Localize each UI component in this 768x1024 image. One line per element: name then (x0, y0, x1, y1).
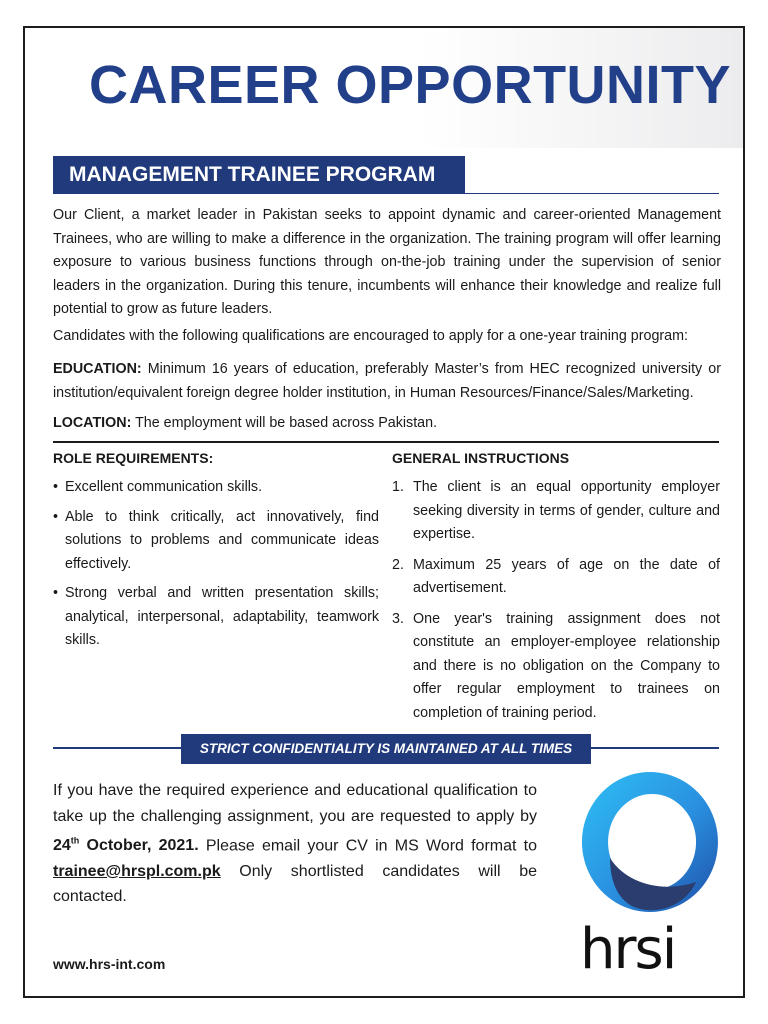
apply-text-after: Only shortlisted candidates will be contacted. (53, 862, 537, 906)
section-title: MANAGEMENT TRAINEE PROGRAM (53, 156, 465, 194)
confidentiality-rule-left (53, 747, 181, 749)
candidates-paragraph: Candidates with the following qualifications are encouraged to apply for a one-year training program: (53, 328, 688, 344)
item-text: Maximum 25 years of age on the date of advertisement. (413, 556, 720, 596)
apply-paragraph (53, 778, 537, 910)
education-label: EDUCATION: (53, 361, 142, 377)
email-link[interactable]: trainee@hrspl.com.pk (53, 862, 221, 880)
logo-wordmark-text: hrsi (580, 918, 676, 974)
general-instructions-list (392, 476, 720, 732)
item-number: 1. (392, 479, 404, 495)
role-requirements-heading: ROLE REQUIREMENTS: (53, 450, 214, 466)
role-requirements-list (53, 476, 379, 659)
apply-text-before: If you have the required experience and educational qualification to take up the challenging assignment, you are requested to apply by (53, 782, 537, 825)
website-link[interactable]: www.hrs-int.com (53, 956, 166, 972)
deadline-date (53, 837, 199, 854)
list-item: • Able to think critically, act innovatively, find solutions to problems and communicate ideas effectively. (53, 506, 379, 577)
list-item (392, 608, 720, 726)
deadline-day-suffix: th (70, 836, 80, 846)
location-paragraph (53, 412, 721, 436)
page-title: CAREER OPPORTUNITY (89, 55, 732, 115)
item-text: The client is an equal opportunity employer seeking diversity in terms of gender, culture and expertise. (413, 479, 720, 542)
general-instructions-heading: GENERAL INSTRUCTIONS (392, 450, 570, 466)
confidentiality-banner: STRICT CONFIDENTIALITY IS MAINTAINED AT ALL TIMES (181, 734, 591, 764)
divider (53, 441, 719, 443)
hrsi-wordmark (580, 918, 720, 974)
location-label: LOCATION: (53, 415, 132, 431)
confidentiality-rule-right (591, 747, 719, 749)
intro-paragraph: Our Client, a market leader in Pakistan seeks to appoint dynamic and career-oriented Management Trainees, who are willing to make a difference in the organization. The training program will offer learning exposure to various business functions through on-the-job training under the supervision of senior leaders in the organization. During this tenure, incumbents will enhance their knowledge and realize full potential to grow as future leaders. (53, 207, 721, 317)
hrsi-logo-mark (580, 770, 720, 915)
section-underline (53, 193, 719, 194)
list-item (392, 554, 720, 601)
item-number: 2. (392, 556, 404, 573)
list-item (392, 476, 720, 547)
education-paragraph (53, 358, 721, 405)
location-text: The employment will be based across Pakistan. (131, 415, 438, 431)
list-item: • Strong verbal and written presentation skills; analytical, interpersonal, adaptability, teamwork skills. (53, 582, 379, 653)
education-text: Minimum 16 years of education, preferably Master’s from HEC recognized university or institution/equivalent foreign degree holder institution, in Human Resources/Finance/Sales/Marketing. (53, 361, 721, 401)
advertisement-frame (23, 26, 745, 998)
item-text: One year's training assignment does not constitute an employer-employee relationship and there is no obligation on the Company to offer regular employment to trainees on completion of training period. (413, 610, 720, 721)
deadline-month-year: October, 2021. (79, 837, 199, 855)
deadline-day: 24 (53, 837, 71, 855)
apply-text-mid: Please email your CV in MS Word format to (198, 837, 537, 855)
list-item: • Excellent communication skills. (53, 476, 379, 500)
item-number: 3. (392, 610, 404, 627)
